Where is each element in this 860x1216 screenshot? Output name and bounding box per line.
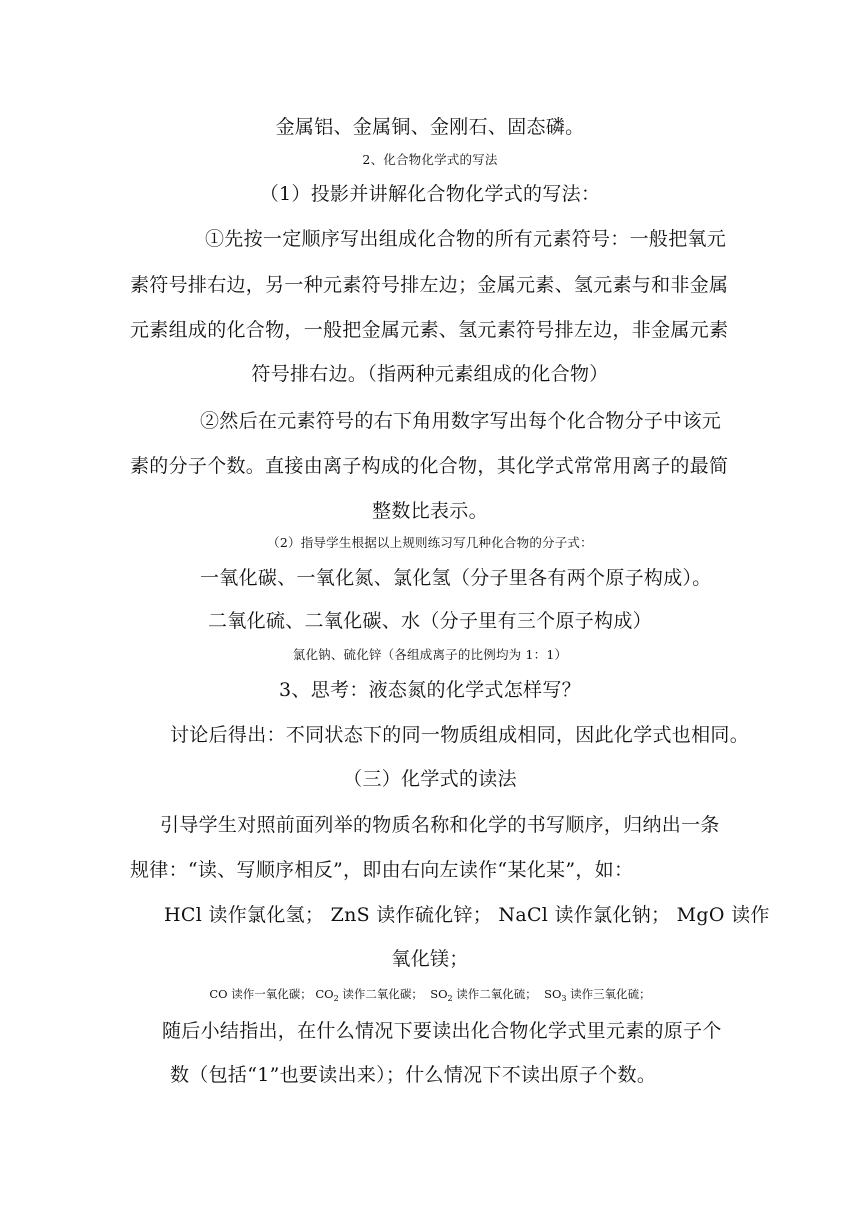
text-line-1: 金属铝、金属铜、金刚石、固态磷。 — [275, 116, 585, 138]
section-heading-3: （三）化学式的读法 — [343, 768, 517, 790]
text-line-5: 素符号排右边，另一种元素符号排左边；金属元素、氢元素与和非金属 — [130, 274, 729, 296]
text-line-24: 数（包括“1”也要读出来）；什么情况下不读出原子个数。 — [170, 1064, 657, 1086]
text-line-9: 素的分子个数。直接由离子构成的化合物，其化学式常常用离子的最简 — [130, 455, 729, 477]
text-line-13: 二氧化硫、二氧化碳、水（分子里有三个原子构成） — [208, 610, 652, 632]
text-line-4: ①先按一定顺序写出组成化合物的所有元素符号：一般把氧元 — [205, 228, 727, 250]
text-line-18: 引导学生对照前面列举的物质名称和化学的书写顺序，归纳出一条 — [160, 814, 720, 836]
text-line-21: 氧化镁； — [391, 948, 469, 970]
reading-so3: $SO_3$ 读作三氧化硫； — [544, 987, 651, 1003]
text-line-16: 讨论后得出：不同状态下的同一物质组成相同，因此化学式也相同。 — [170, 724, 750, 746]
formula-readings-line — [0, 989, 860, 1001]
section-heading-2: 2、化合物化学式的写法 — [362, 152, 498, 167]
text-line-14: 氯化钠、硫化锌（各组成离子的比例均为 1：1） — [292, 647, 568, 662]
text-line-12: 一氧化碳、一氧化氮、氯化氢（分子里各有两个原子构成）。 — [200, 567, 712, 589]
reading-co: CO 读作一氧化碳； — [209, 987, 312, 1001]
text-line-3: （1）投影并讲解化合物化学式的写法： — [259, 183, 601, 205]
reading-co2: $CO_2$ 读作二氧化碳； — [315, 987, 423, 1003]
text-line-6: 元素组成的化合物，一般把金属元素、氢元素符号排左边，非金属元素 — [130, 319, 729, 341]
text-line-15: 3、思考：液态氮的化学式怎样写？ — [279, 679, 581, 701]
text-line-7: 符号排右边。（指两种元素组成的化合物） — [251, 363, 609, 385]
text-line-11: （2）指导学生根据以上规则练习写几种化合物的分子式： — [267, 535, 593, 550]
text-line-23: 随后小结指出，在什么情况下要读出化合物化学式里元素的原子个 — [162, 1020, 722, 1042]
text-line-10: 整数比表示。 — [372, 500, 488, 522]
text-line-8: ②然后在元素符号的右下角用数字写出每个化合物分子中该元 — [200, 410, 722, 432]
text-line-20: HCl 读作氯化氢； ZnS 读作硫化锌； NaCl 读作氯化钠； MgO 读作 — [164, 904, 770, 926]
text-line-19: 规律：“读、写顺序相反”，即由右向左读作“某化某”，如： — [130, 859, 634, 881]
reading-so2: $SO_2$ 读作二氧化硫； — [430, 987, 537, 1003]
